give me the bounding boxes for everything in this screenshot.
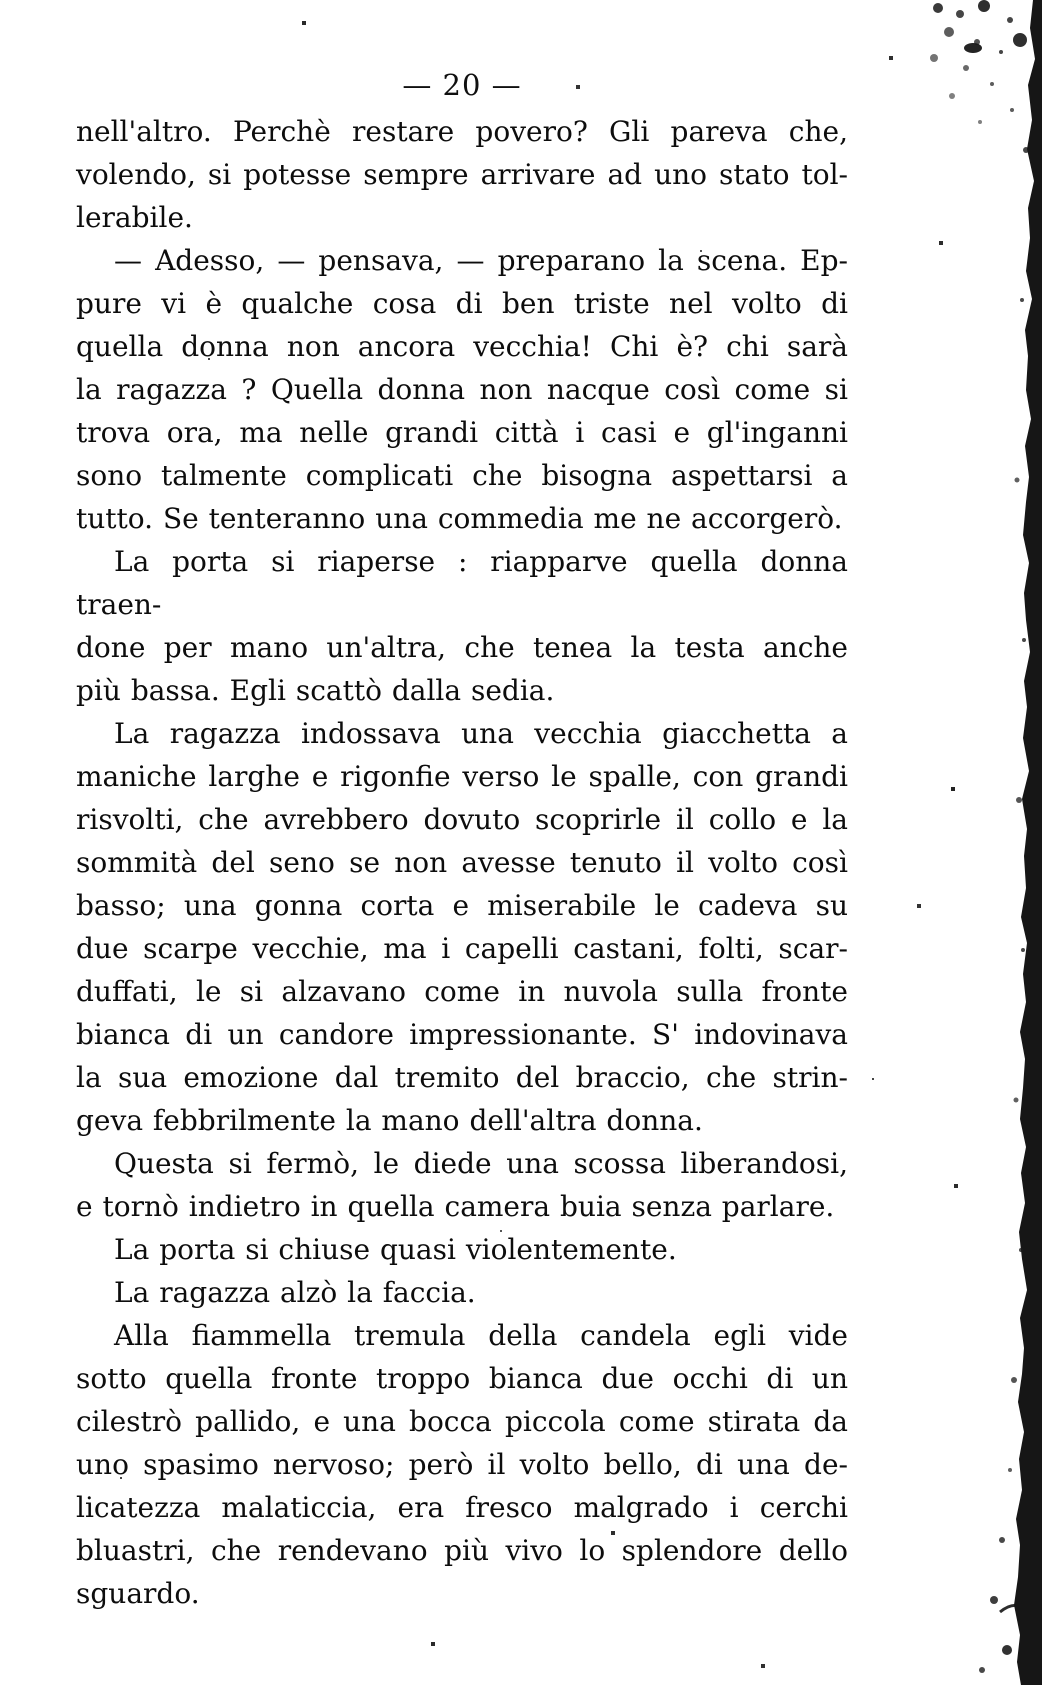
text-line: La ragazza alzò la faccia.	[114, 1276, 476, 1309]
text-line: trova ora, ma nelle grandi città i casi e gl'inganni	[76, 416, 848, 449]
text-line: quella donna non ancora vecchia! Chi è? chi sarà	[76, 330, 848, 363]
text-line: risvolti, che avrebbero dovuto scoprirle il collo e la	[76, 803, 848, 836]
text-line: sotto quella fronte troppo bianca due occhi di un	[76, 1362, 848, 1395]
text-line: e tornò indietro in quella camera buia senza parlare.	[76, 1190, 835, 1223]
paragraph	[76, 1314, 848, 1615]
text-line: La porta si chiuse quasi violentemente.	[114, 1233, 677, 1266]
text-line: cilestrò pallido, e una bocca piccola come stirata da	[76, 1405, 848, 1438]
paragraph	[76, 540, 848, 712]
text-line: La porta si riaperse : riapparve quella donna traen-	[76, 545, 848, 621]
text-line: maniche larghe e rigonfie verso le spalle, con grandi	[76, 760, 848, 793]
paragraph	[76, 712, 848, 1142]
text-line: lerabile.	[76, 201, 193, 234]
text-line: sguardo.	[76, 1577, 200, 1610]
text-line: più bassa. Egli scattò dalla sedia.	[76, 674, 555, 707]
text-line: volendo, si potesse sempre arrivare ad uno stato tol-	[76, 158, 848, 191]
text-line: la ragazza ? Quella donna non nacque così come si	[76, 373, 848, 406]
scan-noise-right-edge	[922, 0, 1042, 1685]
text-line: sono talmente complicati che bisogna aspettarsi a	[76, 459, 848, 492]
paragraph	[76, 110, 848, 239]
text-line: done per mano un'altra, che tenea la testa anche	[76, 631, 848, 664]
text-line: licatezza malaticcia, era fresco malgrado i cerchi	[76, 1491, 848, 1524]
text-line: due scarpe vecchie, ma i capelli castani, folti, scar-	[76, 932, 848, 965]
paragraph	[76, 239, 848, 540]
text-line: la sua emozione dal tremito del braccio, che strin-	[76, 1061, 848, 1094]
paragraph	[76, 1228, 848, 1271]
text-line: bluastri, che rendevano più vivo lo splendore dello	[76, 1534, 848, 1567]
text-line: basso; una gonna corta e miserabile le cadeva su	[76, 889, 848, 922]
page-number: — 20 —	[402, 68, 522, 102]
text-line: pure vi è qualche cosa di ben triste nel volto di	[76, 287, 848, 320]
text-line: tutto. Se tenteranno una commedia me ne accorgerò.	[76, 502, 843, 535]
text-line: duffati, le si alzavano come in nuvola sulla fronte	[76, 975, 848, 1008]
paragraph	[76, 1271, 848, 1314]
text-line: Questa si fermò, le diede una scossa liberandosi,	[114, 1147, 848, 1180]
text-line: — Adesso, — pensava, — preparano la scena. Ep-	[114, 244, 848, 277]
text-block	[76, 110, 848, 1615]
text-line: sommità del seno se non avesse tenuto il volto così	[76, 846, 848, 879]
scan-speck-dots	[0, 0, 2, 2]
text-line: nell'altro. Perchè restare povero? Gli pareva che,	[76, 115, 848, 148]
text-line: Alla fiammella tremula della candela egli vide	[114, 1319, 848, 1352]
text-line: uno spasimo nervoso; però il volto bello, di una de-	[76, 1448, 848, 1481]
text-line: bianca di un candore impressionante. S' indovinava	[76, 1018, 848, 1051]
paragraph	[76, 1142, 848, 1228]
text-line: geva febbrilmente la mano dell'altra donna.	[76, 1104, 703, 1137]
text-line: La ragazza indossava una vecchia giacchetta a	[114, 717, 848, 750]
